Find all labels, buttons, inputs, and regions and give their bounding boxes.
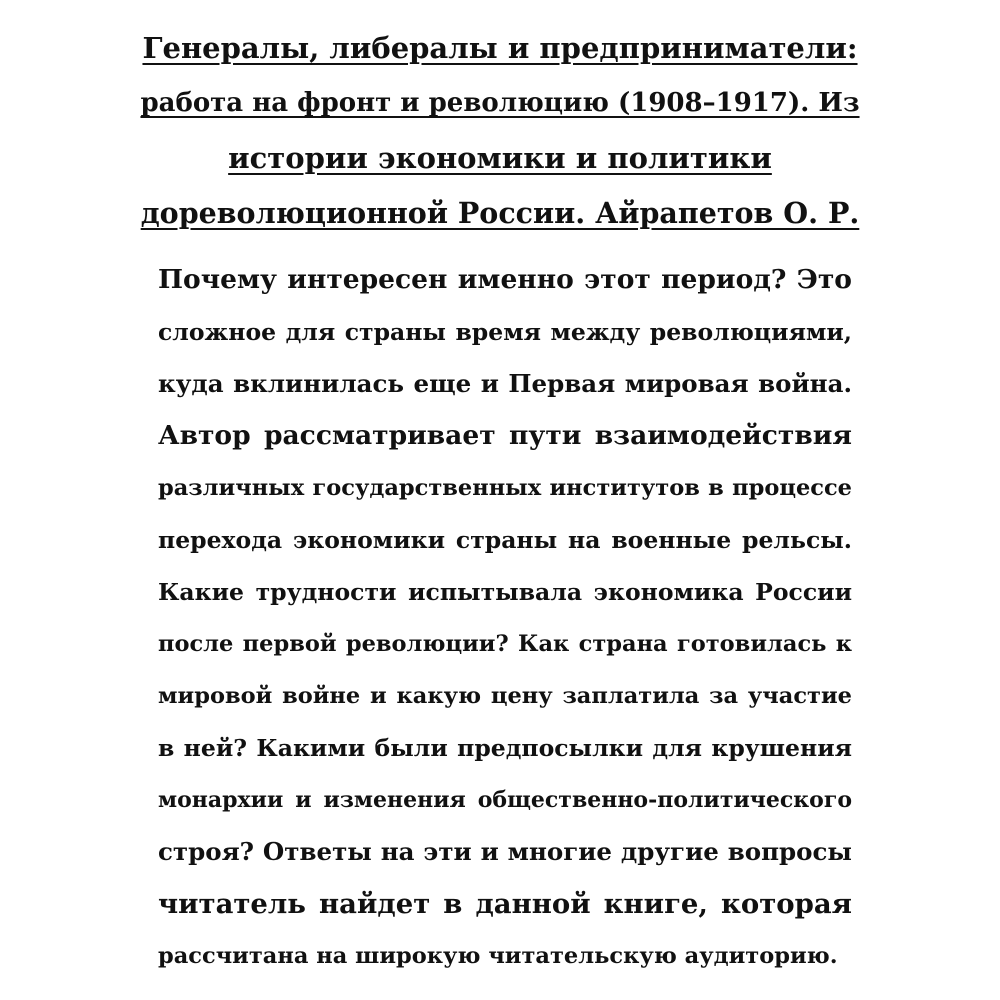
description-line-12: строя? Ответы на эти и многие другие вопросы bbox=[158, 837, 852, 866]
description-line-5: различных государственных институтов в процессе bbox=[158, 475, 852, 501]
description-line-1: Почему интересен именно этот период? Это bbox=[158, 264, 852, 295]
description-line-10: в ней? Какими были предпосылки для крушения bbox=[158, 734, 852, 762]
description-line-6: перехода экономики страны на военные рельсы. bbox=[158, 526, 852, 554]
description-line-8: после первой революции? Как страна готовилась к bbox=[158, 631, 852, 657]
title-line-4: дореволюционной России. Айрапетов О. Р. bbox=[140, 196, 860, 230]
description-line-7: Какие трудности испытывала экономика России bbox=[158, 578, 852, 606]
title-line-2: работа на фронт и революцию (1908–1917). Из bbox=[140, 88, 860, 118]
description-line-11: монархии и изменения общественно-политического bbox=[158, 787, 852, 813]
description-line-13: читатель найдет в данной книге, которая bbox=[158, 888, 852, 920]
title-line-1: Генералы, либералы и предприниматели: bbox=[142, 31, 858, 65]
title-line-3: истории экономики и политики bbox=[228, 141, 772, 175]
description-line-14: рассчитана на широкую читательскую аудиторию. bbox=[158, 943, 838, 969]
description-line-2: сложное для страны время между революциями, bbox=[158, 318, 852, 346]
description-line-9: мировой войне и какую цену заплатила за участие bbox=[158, 683, 852, 709]
description-line-3: куда вклинилась еще и Первая мировая война. bbox=[158, 369, 852, 398]
description-line-4: Автор рассматривает пути взаимодействия bbox=[158, 420, 852, 451]
